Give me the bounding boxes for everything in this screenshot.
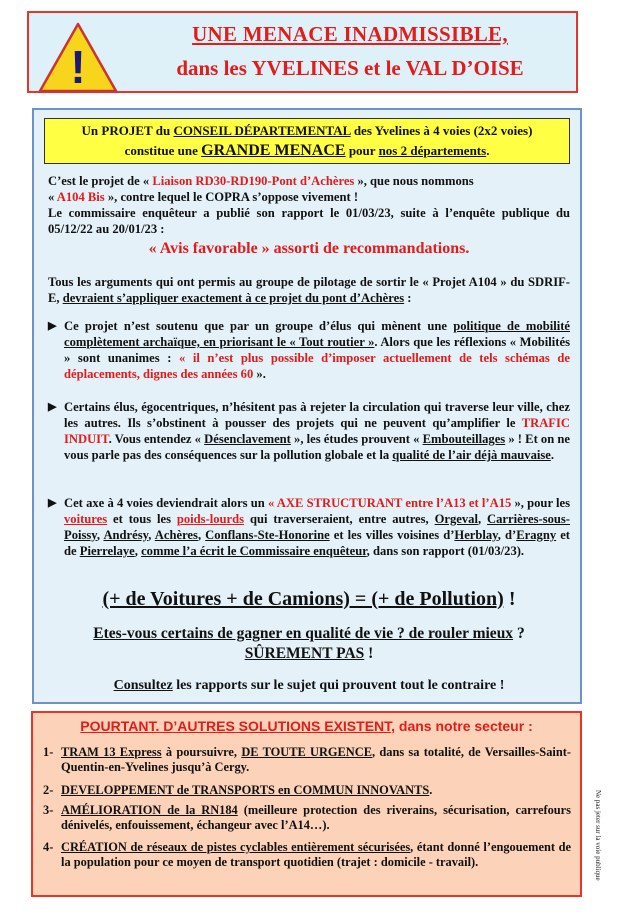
solution-item-1: 1- TRAM 13 Express à poursuivre, DE TOUTE URGENCE, dans sa totalité, de Versailles-Saint-Quentin-en-Yvelines jusqu’à Cergy. [43,745,571,774]
solutions-box [31,711,582,897]
intro-line-1: Un PROJET du CONSEIL DÉPARTEMENTAL des Yvelines à 4 voies (2x2 voies) [81,123,533,138]
bullet-mobilite: ▶ Ce projet n’est soutenu que par un groupe d’élus qui mènent une politique de mobilité complètement archaïque, en priorisant le « Tout routier ». Alors que les réflexions « Mobilités » sont unanimes : « il n’est plus possible d’imposer actuellement de tels schémas de déplacements, dignes des années 60 ». [48,319,570,381]
side-note-vertical: Ne pas jeter sur la voie publique [594,790,602,881]
paragraph-project: C’est le projet de « Liaison RD30-RD190-Pont d’Achères », que nous nommons « A104 Bis », contre lequel le COPRA s’oppose vivement ! Le commissaire enquêteur a publié son rapport le 01/03/23, suite à l’enquête publique du 05/12/22 au 20/01/23 : [48,174,570,236]
bullet-axe-structurant: ▶ Cet axe à 4 voies deviendrait alors un « AXE STRUCTURANT entre l’A13 et l’A15 », pour les voitures et tous les poids-lourds qui traverseraient, entre autres, Orgeval, Carrières-sous-Poissy, Andrésy, Achères, Conflans-Ste-Honorine et les villes voisines d’Herblay, d’Eragny et de Pierrelaye, comme l’a écrit le Commissaire enquêteur, dans son rapport (01/03/23). [48,496,571,558]
solution-item-2: 2- DEVELOPPEMENT de TRANSPORTS en COMMUN INNOVANTS. [43,783,433,797]
bullet-arrow-icon: ▶ [48,401,57,413]
bullet-trafic: ▶ Certains élus, égocentriques, n’hésitent pas à rejeter la circulation qui traverse leur ville, chez les autres. Ils s’obstinent à pousser des projets qui ne peuvent qu’amplifier le TRAFIC INDUIT. Vous entendez « Désenclavement », les études prouvent « Embouteillages » ! Et on ne vous parle pas des conséquences sur la pollution globale et la qualité de l’air déjà mauvaise. [48,400,570,462]
bullet-arrow-icon: ▶ [48,320,57,332]
warning-triangle-icon [37,21,119,95]
intro-line-2: constitue une GRANDE MENACE pour nos 2 départements. [124,142,490,159]
warning-glyph: ! [70,41,86,93]
title-line-2: dans les YVELINES et le VAL D’OISE [176,56,524,80]
consult-line: Consultez les rapports sur le sujet qui prouvent tout le contraire ! [113,678,505,693]
main-content-box [32,108,582,704]
solutions-title: POURTANT. D’AUTRES SOLUTIONS EXISTENT, dans notre secteur : [80,718,533,734]
intro-highlight-box [44,118,570,164]
paragraph-arguments: Tous les arguments qui ont permis au groupe de pilotage de sortir le « Projet A104 » du SDRIF-E, devraient s’appliquer exactement à ce projet du pont d’Achères : [48,275,570,305]
bullet-arrow-icon: ▶ [48,497,57,509]
pollution-equation: (+ de Voitures + de Camions) = (+ de Pollution) ! [102,588,516,610]
question-block: Etes-vous certains de gagner en qualité de vie ? de rouler mieux ? SÛREMENT PAS ! [93,625,525,662]
title-line-1: UNE MENACE INADMISSIBLE, [192,22,508,46]
solution-item-3: 3- AMÉLIORATION de la RN184 (meilleure protection des riverains, sécurisation, carrefours dénivelés, enfouissement, échangeur avec l’A14…). [43,803,571,832]
header-banner [27,11,578,93]
avis-line: « Avis favorable » assorti de recommandations. [148,240,470,257]
solution-item-4: 4- CRÉATION de réseaux de pistes cyclables entièrement sécurisées, étant donné l’engouement de la population pour ce moyen de transport quotidien (trajet : domicile - travail). [43,840,571,869]
